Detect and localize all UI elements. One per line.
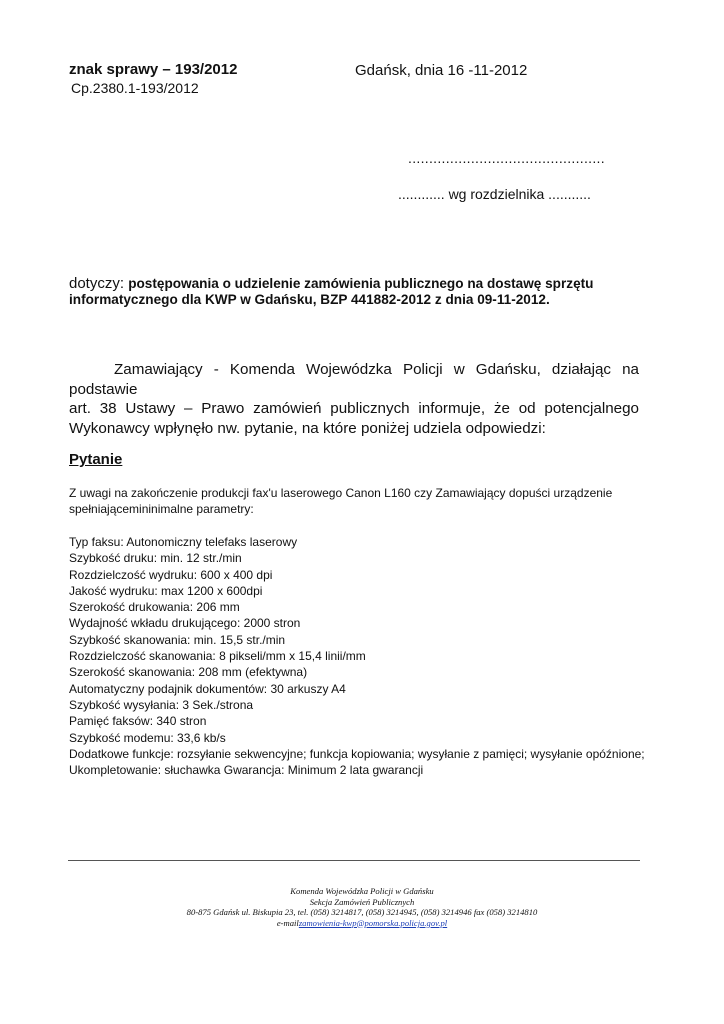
spec-item: Dodatkowe funkcje: rozsyłanie sekwencyjne; funkcja kopiowania; wysyłanie z pamięci; wysyłanie opóźnione; [69, 746, 645, 761]
reference-number: Cp.2380.1-193/2012 [71, 80, 199, 96]
spec-item: Rozdzielczość skanowania: 8 pikseli/mm x 15,4 linii/mm [69, 649, 366, 664]
subject-block [69, 276, 659, 308]
intro-line: Wykonawcy wpłynęło nw. pytanie, na które poniżej udziela odpowiedzi: [69, 419, 546, 437]
intro-line: art. 38 Ustawy – Prawo zamówień publicznych informuje, że od potencjalnego [69, 400, 639, 417]
spec-item: Jakość wydruku: max 1200 x 600dpi [69, 583, 263, 598]
place-date: Gdańsk, dnia 16 -11-2012 [355, 62, 528, 79]
footer-email-label: e-mail [276, 917, 299, 928]
footer-address: 80-875 Gdańsk ul. Biskupia 23, tel. (058) 3214817, (058) 3214945, (058) 3214946 fax (058) 3214810 [186, 907, 538, 917]
addressee-dots: ............................................... [408, 150, 605, 166]
spec-item: Szybkość modemu: 33,6 kb/s [69, 730, 226, 745]
spec-item: Wydajność wkładu drukującego: 2000 stron [69, 616, 301, 631]
spec-item: Szybkość druku: min. 12 str./min [69, 551, 242, 566]
addressee-recipient: ............ wg rozdzielnika ........... [398, 186, 591, 202]
question-text: Z uwagi na zakończenie produkcji fax'u laserowego Canon L160 czy Zamawiający dopuści urządzenie spełniającemininimalne parametry: [69, 486, 613, 517]
subject-text: postępowania o udzielenie zamówienia publicznego na dostawę sprzętu informatycznego dla KWP w Gdańsku, BZP 441882-2012 z dnia 09-11-2012. [69, 276, 594, 307]
footer-divider [68, 860, 640, 861]
footer-email-line [0, 918, 724, 929]
spec-item: Szerokość drukowania: 206 mm [69, 600, 240, 615]
spec-item: Rozdzielczość wydruku: 600 x 400 dpi [69, 567, 273, 582]
spec-item: Pamięć faksów: 340 stron [69, 714, 207, 729]
subject-label: dotyczy: [69, 275, 129, 292]
spec-item: Automatyczny podajnik dokumentów: 30 arkuszy A4 [69, 681, 346, 696]
spec-item: Typ faksu: Autonomiczny telefaks laserowy [69, 535, 298, 549]
spec-item: Szerokość skanowania: 208 mm (efektywna) [69, 665, 308, 680]
footer-department: Sekcja Zamówień Publicznych [309, 896, 415, 907]
spec-item: Szybkość skanowania: min. 15,5 str./min [69, 632, 286, 647]
footer [0, 886, 724, 928]
intro-paragraph [69, 360, 639, 438]
section-heading: Pytanie [69, 451, 123, 468]
spec-item: Szybkość wysyłania: 3 Sek./strona [69, 697, 254, 712]
spec-list [69, 534, 669, 778]
footer-email-link[interactable]: zamowienia-kwp@pomorska.policja.gov.pl [298, 917, 448, 928]
case-number: znak sprawy – 193/2012 [69, 61, 238, 78]
spec-item: Ukompletowanie: słuchawka Gwarancja: Minimum 2 lata gwarancji [69, 763, 424, 778]
footer-institution: Komenda Wojewódzka Policji w Gdańsku [290, 886, 434, 896]
intro-line: Zamawiający - Komenda Wojewódzka Policji w Gdańsku, działając na podstawie [69, 361, 639, 398]
